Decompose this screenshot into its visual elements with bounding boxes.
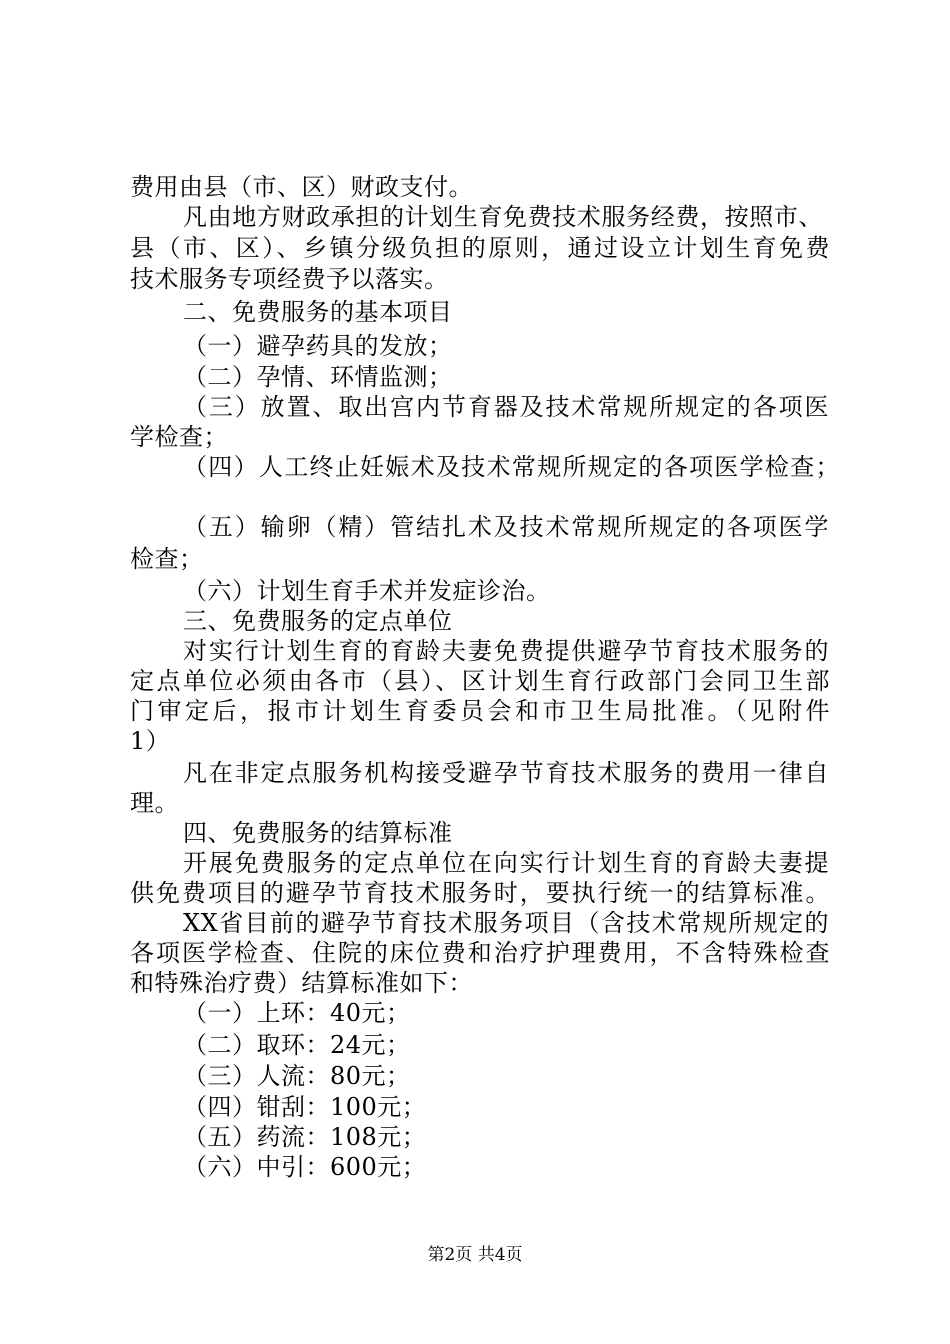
text-line: 各项医学检查、住院的床位费和治疗护理费用，不含特殊检查 — [130, 939, 830, 967]
text-line: 技术服务专项经费予以落实。 — [130, 265, 449, 293]
list-item: （六）中引：600元； — [183, 1153, 427, 1181]
list-item: （三）人流：80元； — [183, 1062, 411, 1090]
text-line: 费用由县（市、区）财政支付。 — [130, 173, 473, 201]
list-item: （一）避孕药具的发放； — [183, 332, 453, 360]
text-line: 检查； — [130, 545, 204, 573]
section-heading: 三、免费服务的定点单位 — [183, 607, 453, 635]
text-line: 和特殊治疗费）结算标准如下： — [130, 969, 473, 997]
list-item: （三）放置、取出宫内节育器及技术常规所规定的各项医 — [183, 393, 829, 421]
list-item: （四）钳刮：100元； — [183, 1093, 427, 1121]
section-heading: 四、免费服务的结算标准 — [183, 819, 453, 847]
text-line: 1） — [130, 727, 171, 755]
text-line: XX省目前的避孕节育技术服务项目（含技术常规所规定的 — [183, 909, 829, 937]
text-line: 定点单位必须由各市（县）、区计划生育行政部门会同卫生部 — [130, 667, 830, 695]
list-item: （六）计划生育手术并发症诊治。 — [183, 577, 551, 605]
list-item: （五）药流：108元； — [183, 1123, 427, 1151]
text-line: 理。 — [130, 789, 179, 817]
text-line: 供免费项目的避孕节育技术服务时，要执行统一的结算标准。 — [130, 879, 830, 907]
text-line: 学检查； — [130, 423, 228, 451]
text-line: 凡在非定点服务机构接受避孕节育技术服务的费用一律自 — [183, 759, 829, 787]
list-item: （一）上环：40元； — [183, 999, 411, 1027]
text-line: 县（市、区）、乡镇分级负担的原则，通过设立计划生育免费 — [130, 234, 830, 262]
section-heading: 二、免费服务的基本项目 — [183, 298, 453, 326]
list-item: （二）孕情、环情监测； — [183, 363, 453, 391]
page-footer: 第2页 共4页 — [427, 1245, 523, 1265]
list-item: （二）取环：24元； — [183, 1031, 411, 1059]
text-line: 门审定后，报市计划生育委员会和市卫生局批准。（见附件 — [130, 697, 830, 725]
text-line: 凡由地方财政承担的计划生育免费技术服务经费，按照市、 — [183, 203, 823, 231]
text-line: 对实行计划生育的育龄夫妻免费提供避孕节育技术服务的 — [183, 637, 829, 665]
list-item: （五）输卵（精）管结扎术及技术常规所规定的各项医学 — [183, 513, 829, 541]
text-line: 开展免费服务的定点单位在向实行计划生育的育龄夫妻提 — [183, 849, 829, 877]
list-item: （四）人工终止妊娠术及技术常规所规定的各项医学检查； — [183, 453, 840, 481]
